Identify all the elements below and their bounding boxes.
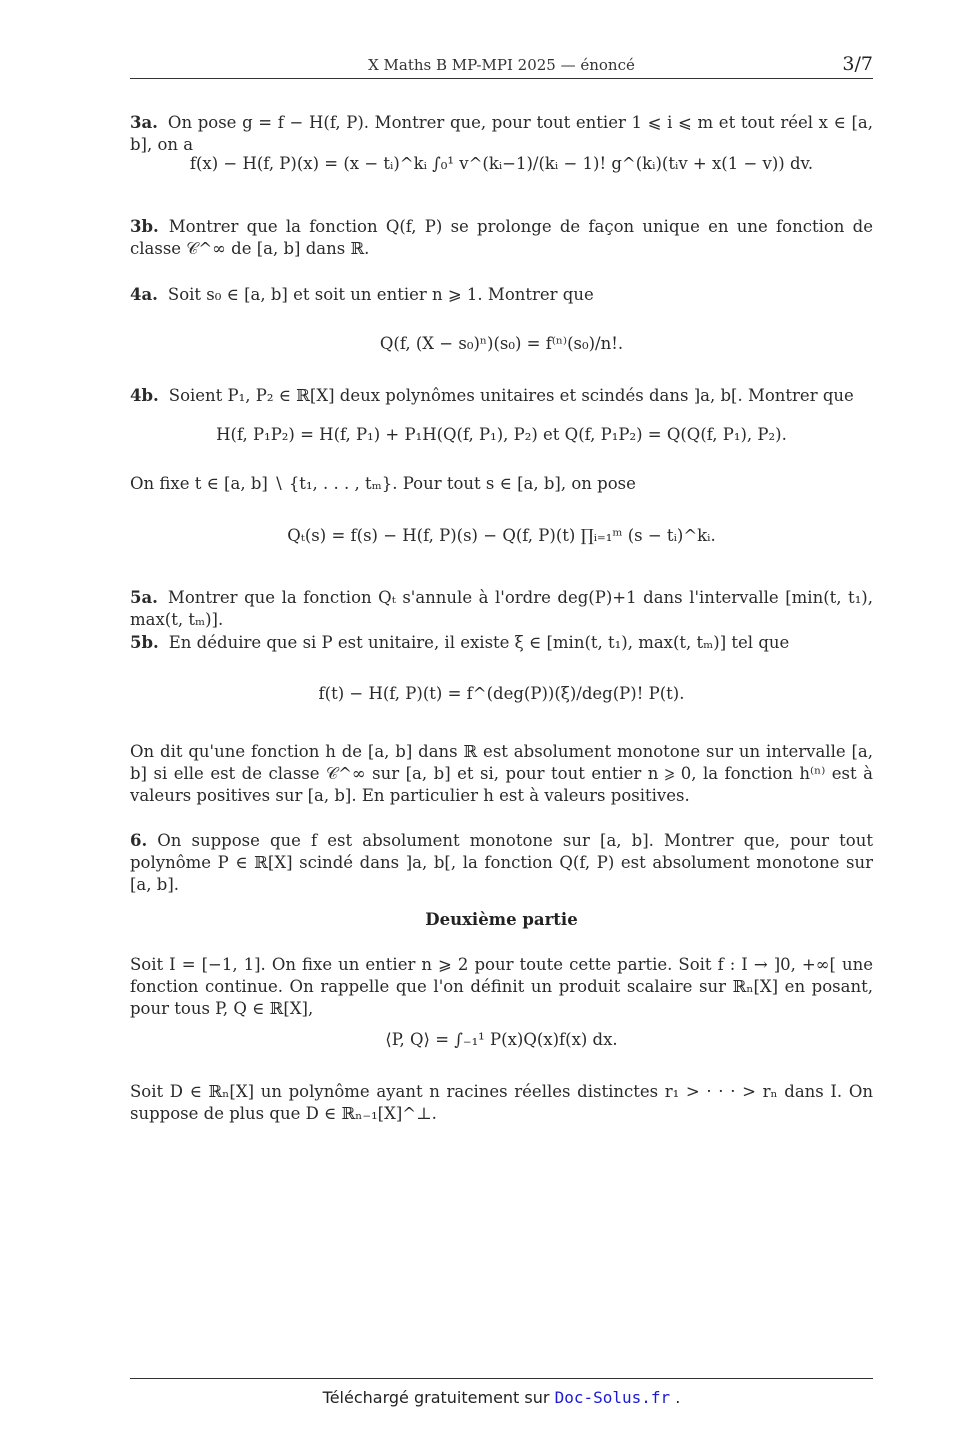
footer-text: Téléchargé gratuitement sur — [322, 1388, 555, 1407]
page-number: 3/7 — [842, 53, 873, 75]
question-label: 5b. — [130, 633, 159, 652]
equation-4b: H(f, P₁P₂) = H(f, P₁) + P₁H(Q(f, P₁), P₂) et Q(f, P₁P₂) = Q(Q(f, P₁), P₂). — [216, 425, 787, 444]
equation-4a: Q(f, (X − s₀)ⁿ)(s₀) = f⁽ⁿ⁾(s₀)/n!. — [379, 334, 624, 353]
question-label: 3a. — [130, 113, 158, 132]
header-title: X Maths B MP-MPI 2025 — énoncé — [368, 56, 635, 74]
question-5b — [130, 632, 873, 654]
equation-5b: f(t) − H(f, P)(t) = f^(deg(P))(ξ)/deg(P)! P(t). — [318, 684, 685, 703]
question-3a — [130, 112, 873, 156]
question-text: Soient P₁, P₂ ∈ ℝ[X] deux polynômes unitaires et scindés dans ]a, b[. Montrer que — [168, 386, 854, 405]
header-rule — [130, 78, 873, 79]
question-4b — [130, 385, 873, 407]
equation-3a: f(x) − H(f, P)(x) = (x − tᵢ)^kᵢ ∫₀¹ v^(kᵢ−1)/(kᵢ − 1)! g^(kᵢ)(tᵢv + x(1 − v)) dv. — [189, 154, 814, 173]
question-label: 3b. — [130, 217, 159, 236]
question-text: En déduire que si P est unitaire, il existe ξ ∈ [min(t, t₁), max(t, tₘ)] tel que — [168, 633, 790, 652]
question-4a — [130, 284, 873, 306]
paragraph-part2-d: Soit D ∈ ℝₙ[X] un polynôme ayant n racines réelles distinctes r₁ > · · · > rₙ dans I. On suppose de plus que D ∈ ℝₙ₋₁[X]^⊥. — [130, 1082, 873, 1123]
question-label: 6. — [130, 831, 148, 850]
footer-suffix: . — [670, 1388, 681, 1407]
paragraph-fix-t: On fixe t ∈ [a, b] ∖ {t₁, . . . , tₘ}. Pour tout s ∈ [a, b], on pose — [130, 474, 636, 493]
question-label: 5a. — [130, 588, 158, 607]
equation-qt: Qₜ(s) = f(s) − H(f, P)(s) − Q(f, P)(t) ∏ᵢ₌₁ᵐ (s − tᵢ)^kᵢ. — [287, 526, 716, 545]
paragraph-definition: On dit qu'une fonction h de [a, b] dans ℝ est absolument monotone sur un intervalle [a, b] si elle est de classe 𝒞^∞ sur [a, b] et si, pour tout entier n ⩾ 0, la fonction h⁽ⁿ⁾ est à valeurs positives sur [a, b]. En particulier h est à valeurs positives. — [130, 742, 873, 805]
question-3b — [130, 216, 873, 260]
question-text: On pose g = f − H(f, P). Montrer que, pour tout entier 1 ⩽ i ⩽ m et tout réel x ∈ [a, b], on a — [130, 113, 873, 154]
equation-scalar-product: ⟨P, Q⟩ = ∫₋₁¹ P(x)Q(x)f(x) dx. — [385, 1030, 618, 1049]
question-text: Soit s₀ ∈ [a, b] et soit un entier n ⩾ 1. Montrer que — [167, 285, 594, 304]
paragraph-part2-intro: Soit I = [−1, 1]. On fixe un entier n ⩾ 2 pour toute cette partie. Soit f : I → ]0, +∞[ une fonction continue. On rappelle que l'on définit un produit scalaire sur ℝₙ[X] en posant, pour tous P, Q ∈ ℝ[X], — [130, 955, 873, 1018]
footer-link[interactable]: Doc-Solus.fr — [554, 1388, 671, 1407]
question-text: On suppose que f est absolument monotone sur [a, b]. Montrer que, pour tout polynôme P ∈ ℝ[X] scindé dans ]a, b[, la fonction Q(f, P) est absolument monotone sur [a, b]. — [130, 831, 873, 894]
question-6 — [130, 830, 873, 896]
footer-rule — [130, 1378, 873, 1379]
question-5a — [130, 587, 873, 631]
question-text: Montrer que la fonction Q(f, P) se prolonge de façon unique en une fonction de classe 𝒞^∞ de [a, b] dans ℝ. — [130, 217, 873, 258]
question-label: 4b. — [130, 386, 159, 405]
footer — [130, 1388, 873, 1407]
question-label: 4a. — [130, 285, 158, 304]
question-text: Montrer que la fonction Qₜ s'annule à l'ordre deg(P)+1 dans l'intervalle [min(t, t₁), max(t, tₘ)]. — [130, 588, 873, 629]
section-title: Deuxième partie — [425, 910, 578, 929]
